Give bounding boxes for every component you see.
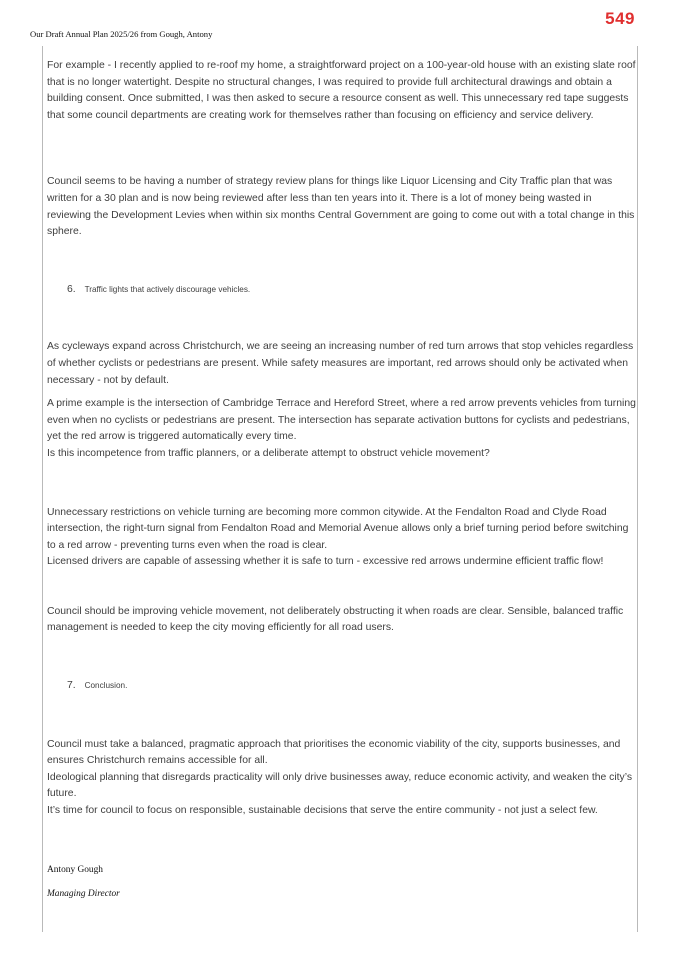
paragraph-cycleways: As cycleways expand across Christchurch, we are seeing an increasing number of red turn arrows that stop vehicles regardless of whether cyclists or pedestrians are present. While safety measures are important, red arrows should only be activated when necessary - not by default. [47,341,634,386]
paragraph-vehicle-movement: Council should be improving vehicle movement, not deliberately obstructing it when roads are clear. Sensible, balanced traffic management is needed to keep the city moving efficiently for all road users. [47,605,624,634]
paragraph-cambridge-terrace: A prime example is the intersection of Cambridge Terrace and Hereford Street, where a red arrow prevents vehicles from turning even when no cyclists or pedestrians are present. The intersection has separate activation buttons for cyclists and pedestrians, yet the red arrow is triggered automatically every time. [47,398,636,443]
list-number: 6. [67,283,76,295]
signature-name: Antony Gough [47,864,103,875]
document-header-title: Our Draft Annual Plan 2025/26 from Gough, Antony [30,29,213,39]
list-number: 7. [67,680,76,692]
paragraph-conclusion-ideological: Ideological planning that disregards practicality will only drive businesses away, reduce economic activity, and weaken the city’s future. [47,771,633,800]
page-number: 549 [605,9,635,28]
signature-role: Managing Director [47,888,120,899]
paragraph-conclusion-responsible: It’s time for council to focus on responsible, sustainable decisions that serve the entire community - not just a select few. [47,805,598,817]
list-item-7 [47,678,637,695]
list-heading: Traffic lights that actively discourage vehicles. [84,284,251,294]
paragraph-strategy-reviews: Council seems to be having a number of strategy review plans for things like Liquor Licensing and City Traffic plan that was written for a 30 plan and is now being reviewed after less than ten years into it. There is a lot of money being wasted in reviewing the Development Levies when within six months Central Government are going to come out with a total change in this sphere. [47,176,635,238]
list-item-6 [47,282,637,299]
paragraph-licensed-drivers: Licensed drivers are capable of assessing whether it is safe to turn - excessive red arrows undermine efficient traffic flow! [47,556,604,568]
paragraph-question: Is this incompetence from traffic planners, or a deliberate attempt to obstruct vehicle movement? [47,447,490,459]
signature-block [47,860,637,904]
paragraph-fendalton-road: Unnecessary restrictions on vehicle turning are becoming more common citywide. At the Fendalton Road and Clyde Road intersection, the right-turn signal from Fendalton Road and Memorial Avenue allows only a brief turning period before switching to a red arrow - preventing turns even when the road is clear. [47,506,629,551]
paragraph-reroof-example: For example - I recently applied to re-roof my home, a straightforward project on a 100-year-old house with an existing slate roof that is no longer watertight. Despite no structural changes, I was required to provide full architectural drawings and obtain a building consent. Once submitted, I was then asked to secure a resource consent as well. This unnecessary red tape suggests that some council departments are creating work for themselves rather than focusing on efficiency and service delivery. [47,60,636,121]
list-heading: Conclusion. [84,681,128,691]
paragraph-conclusion-balance: Council must take a balanced, pragmatic approach that prioritises the economic viability of the city, supports businesses, and ensures Christchurch remains accessible for all. [47,738,621,767]
document-body [47,58,637,904]
